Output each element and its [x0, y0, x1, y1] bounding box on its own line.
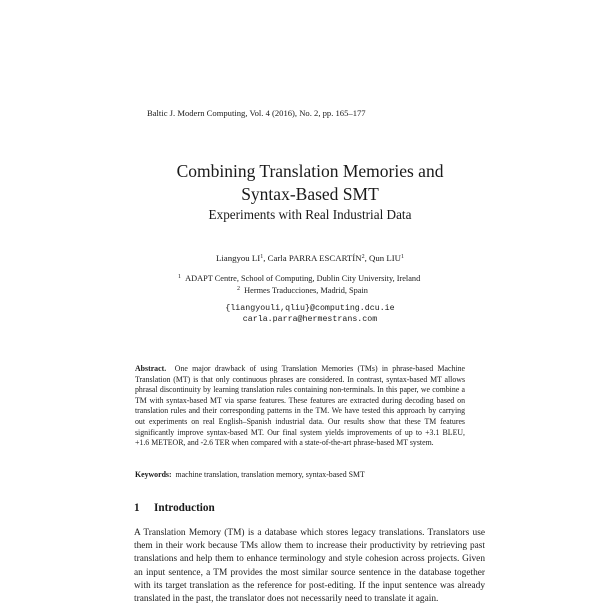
keywords-text: machine translation, translation memory, syntax-based SMT [175, 470, 365, 479]
author-affiliation-mark: 1 [260, 254, 264, 260]
author-email-1: {liangyouli,qliu}@computing.dcu.ie [225, 304, 395, 313]
author-list [0, 253, 600, 263]
author-separator: , [263, 253, 268, 263]
affiliation-text: Hermes Traducciones, Madrid, Spain [244, 286, 368, 295]
author-separator: , [364, 253, 369, 263]
author-name: Liangyou LI [215, 253, 261, 263]
affiliation-2 [237, 286, 368, 295]
paper-subtitle: Experiments with Real Industrial Data [208, 207, 412, 222]
section-number: 1 [134, 502, 140, 514]
author-name: Qun LIU [369, 253, 402, 263]
author-affiliation-mark: 2 [361, 254, 365, 260]
introduction-paragraph: A Translation Memory (TM) is a database which stores legacy translations. Translators use them in their work because TMs allow them to increase their productivity by retrieving past translations and help them to enhance terminology and style cohesion across projects. Given an input sentence, a TM provides the most similar source sentence in the database together with its target translation as the reference for post-editing. If the input sentence was already translated in the past, the translator does not necessarily need to translate it again. [134, 528, 485, 605]
affiliation-mark: 2 [237, 286, 240, 292]
abstract [135, 364, 465, 449]
journal-citation: Baltic J. Modern Computing, Vol. 4 (2016), No. 2, pp. 165–177 [147, 108, 366, 118]
section-heading [134, 502, 215, 514]
paper-title-line-1: Combining Translation Memories and [176, 161, 444, 181]
paper-title-line-2: Syntax-Based SMT [241, 184, 379, 204]
author-name: Carla PARRA ESCARTÍN [267, 253, 362, 263]
keywords [135, 470, 465, 479]
keywords-label: Keywords: [135, 470, 172, 479]
author-affiliation-mark: 1 [401, 254, 405, 260]
affiliation-1 [178, 274, 420, 283]
abstract-text: One major drawback of using Translation Memories (TMs) in phrase-based Machine Translation (MT) is that only continuous phrases are considered. In contrast, syntax-based MT allows phrasal discontinuity by learning translation rules containing non-terminals. In this paper, we combine a TM with syntax-based MT via sparse features. These features are extracted during decoding based on translation rules and their corresponding patterns in the TM. We have tested this approach by carrying out experiments on real English–Spanish industrial data. Our results show that these TM features significantly improve syntax-based MT. Our final system yields improvements of up to +3.1 BLEU, +1.6 METEOR, and -2.6 TER when compared with a state-of-the-art phrase-based MT system. [135, 364, 465, 448]
abstract-label: Abstract. [135, 364, 167, 373]
affiliation-text: ADAPT Centre, School of Computing, Dublin City University, Ireland [185, 274, 421, 283]
affiliation-mark: 1 [178, 274, 181, 280]
author-email-2: carla.parra@hermestrans.com [242, 315, 378, 324]
section-title: Introduction [154, 502, 215, 514]
